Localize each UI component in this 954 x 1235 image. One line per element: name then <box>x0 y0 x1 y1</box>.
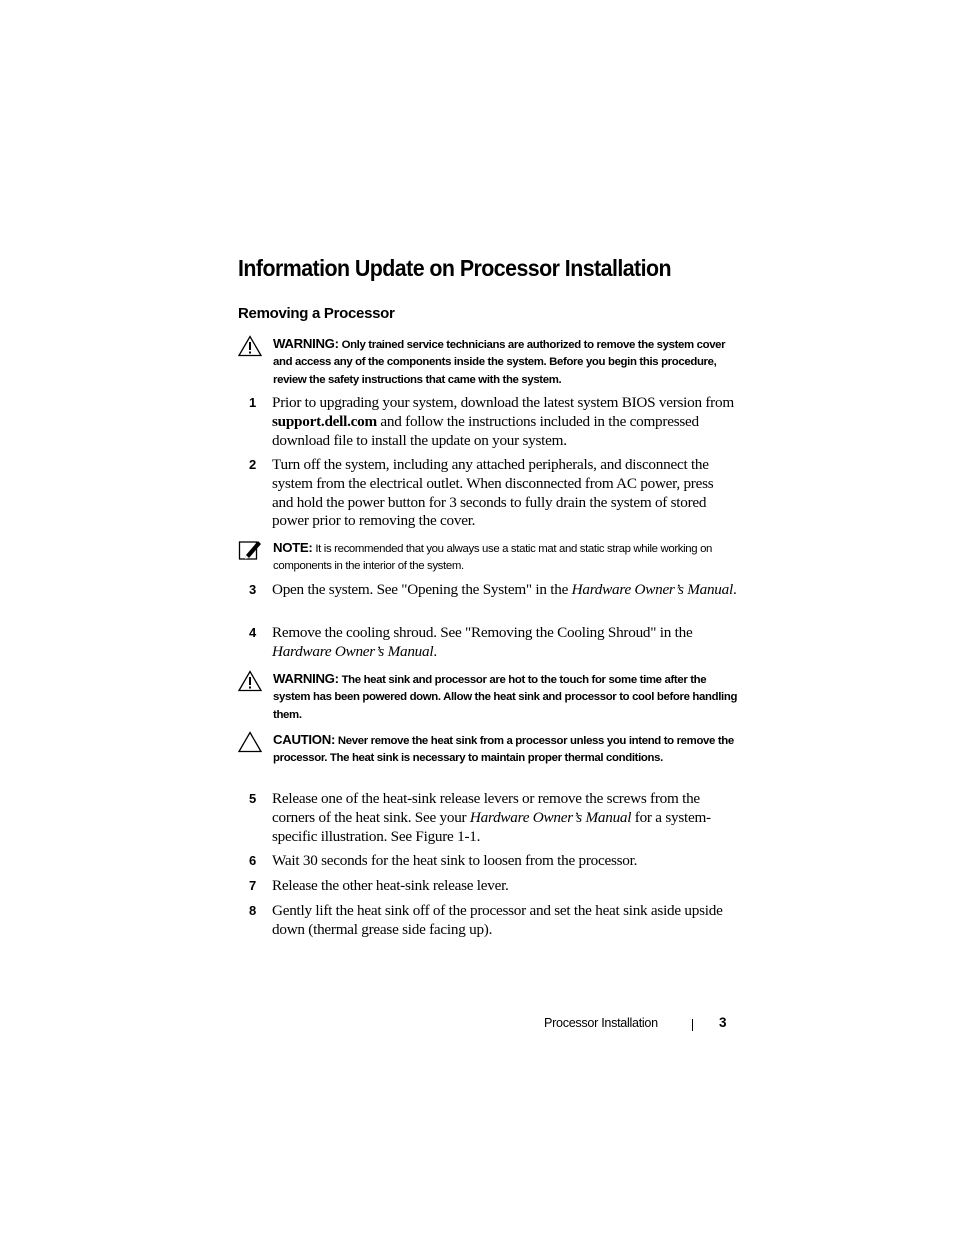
step-item <box>238 624 738 662</box>
step-text: Gently lift the heat sink off of the processor and set the heat sink aside upside down (thermal grease side facing up). <box>272 902 723 938</box>
warning-notice <box>238 670 738 724</box>
warning-label: WARNING: <box>273 671 339 686</box>
step-number: 1 <box>249 395 257 410</box>
step-number: 7 <box>249 878 257 893</box>
step-text: Turn off the system, including any attached peripherals, and disconnect the system from the electrical outlet. When disconnected from AC power, press and hold the power button for 3 seconds to fully drain the system of stored power prior to removing the cover. <box>272 456 714 530</box>
step-number: 8 <box>249 903 257 918</box>
page-number: 3 <box>719 1015 727 1030</box>
caution-triangle-icon <box>238 731 262 753</box>
step-text: Release one of the heat-sink release levers or remove the screws from the corners of the heat sink. See your <box>272 790 700 826</box>
step-text: . <box>732 581 737 598</box>
warning-text: Only trained service technicians are authorized to remove the system cover and access any of the components inside the system. Before you begin this procedure, review the safety instructions that came with the system. <box>273 339 726 386</box>
caution-notice <box>238 731 738 768</box>
note-label: NOTE: <box>273 540 313 555</box>
step-text: Open the system. See "Opening the System" in the <box>272 581 569 598</box>
warning-text: The heat sink and processor are hot to the touch for some time after the system has been powered down. Allow the heat sink and processor to cool before handling them. <box>273 674 738 721</box>
warning-notice <box>238 335 738 389</box>
step-item <box>238 790 738 846</box>
step-text: Remove the cooling shroud. See "Removing the Cooling Shroud" in the <box>272 624 693 641</box>
step-text: . <box>433 642 437 660</box>
step-item <box>238 902 738 940</box>
note-pencil-icon <box>238 539 262 561</box>
step-text: Release the other heat-sink release lever. <box>272 877 509 894</box>
step-item <box>238 581 738 600</box>
note-notice <box>238 539 738 576</box>
step-number: 3 <box>249 582 257 597</box>
footer-section-label: Processor Installation <box>544 1016 658 1030</box>
warning-triangle-icon <box>238 670 262 692</box>
step-number: 5 <box>249 791 257 806</box>
step-text: Prior to upgrading your system, download the latest system BIOS version from <box>272 394 734 411</box>
caution-text: Never remove the heat sink from a processor unless you intend to remove the processor. The heat sink is necessary to maintain proper thermal conditions. <box>273 735 734 765</box>
step-number: 4 <box>249 625 257 640</box>
support-url: support.dell.com <box>272 412 377 430</box>
step-item <box>238 456 738 531</box>
step-item <box>238 852 738 871</box>
step-item <box>238 877 738 896</box>
section-title: Removing a Processor <box>238 305 395 322</box>
warning-label: WARNING: <box>273 336 339 351</box>
step-text: and follow the instructions included in the compressed download file to install the update on your system. <box>272 412 699 449</box>
manual-reference: Hardware Owner’s Manual <box>571 581 733 598</box>
note-text: It is recommended that you always use a static mat and static strap while working on components in the interior of the system. <box>273 543 713 573</box>
page-title: Information Update on Processor Installation <box>238 255 672 281</box>
manual-reference: Hardware Owner’s Manual <box>272 642 434 660</box>
step-item <box>238 394 738 450</box>
step-text: Wait 30 seconds for the heat sink to loosen from the processor. <box>272 852 638 869</box>
caution-label: CAUTION: <box>273 732 336 747</box>
step-number: 6 <box>249 853 257 868</box>
warning-triangle-icon <box>238 335 262 357</box>
step-text: for a system-specific illustration. See Figure 1-1. <box>272 808 711 845</box>
manual-reference: Hardware Owner’s Manual <box>469 808 632 826</box>
step-number: 2 <box>249 457 257 472</box>
footer-divider <box>692 1019 693 1031</box>
